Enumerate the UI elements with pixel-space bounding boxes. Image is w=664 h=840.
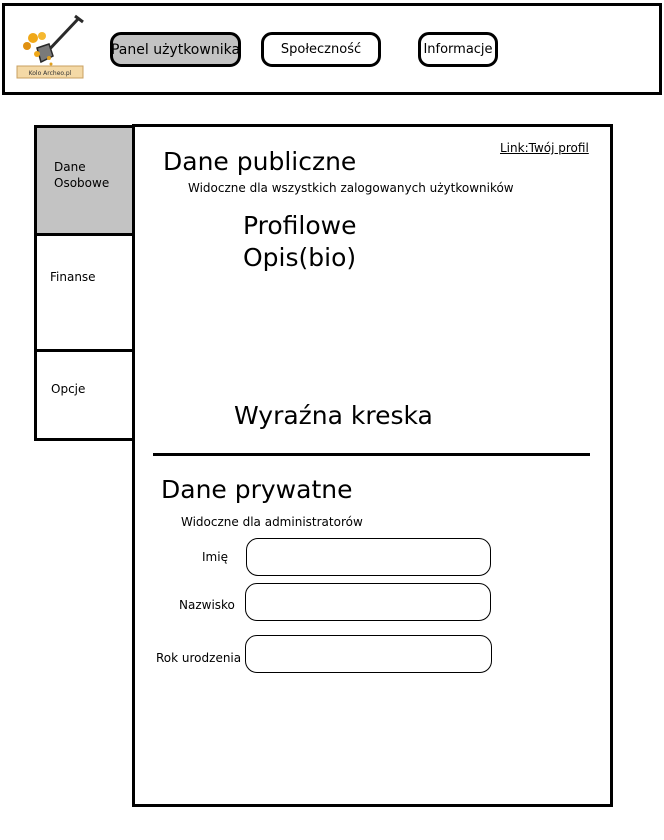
public-section-subtitle: Widoczne dla wszystkich zalogowanych użytkowników — [188, 181, 514, 195]
main-panel — [132, 124, 613, 807]
sidebar — [34, 125, 135, 441]
profile-picture-placeholder: Profilowe — [243, 211, 357, 240]
birth-year-field[interactable] — [245, 635, 492, 673]
birth-year-label: Rok urodzenia — [156, 651, 242, 665]
nav-panel-uzytkownika-button[interactable]: Panel użytkownika — [110, 32, 241, 67]
logo[interactable] — [15, 14, 87, 80]
profile-link[interactable]: Link:Twój profil — [500, 141, 589, 155]
sidebar-item-label: Dane Osobowe — [54, 160, 110, 190]
public-section-title: Dane publiczne — [163, 147, 357, 176]
private-section-title: Dane prywatne — [161, 475, 353, 504]
last-name-label: Nazwisko — [179, 598, 235, 612]
nav-informacje-button[interactable]: Informacje — [418, 32, 498, 67]
last-name-field[interactable] — [245, 583, 491, 621]
header-bar — [2, 3, 662, 95]
bio-placeholder: Opis(bio) — [243, 243, 357, 272]
first-name-label: Imię — [202, 550, 228, 564]
sidebar-item-label: Finanse — [50, 270, 96, 284]
divider-note: Wyraźna kreska — [234, 401, 433, 430]
sidebar-item-finanse[interactable] — [37, 236, 132, 349]
private-section-subtitle: Widoczne dla administratorów — [181, 515, 363, 529]
nav-spolecznosc-button[interactable]: Społeczność — [261, 32, 381, 67]
section-divider — [153, 453, 590, 456]
shovel-gold-logo-icon — [15, 14, 87, 80]
sidebar-item-dane-osobowe[interactable] — [37, 128, 132, 233]
first-name-field[interactable] — [246, 538, 491, 576]
sidebar-item-label: Opcje — [51, 382, 86, 396]
logo-caption: Kolo Archeo.pl — [28, 70, 72, 77]
sidebar-item-opcje[interactable] — [37, 352, 132, 438]
